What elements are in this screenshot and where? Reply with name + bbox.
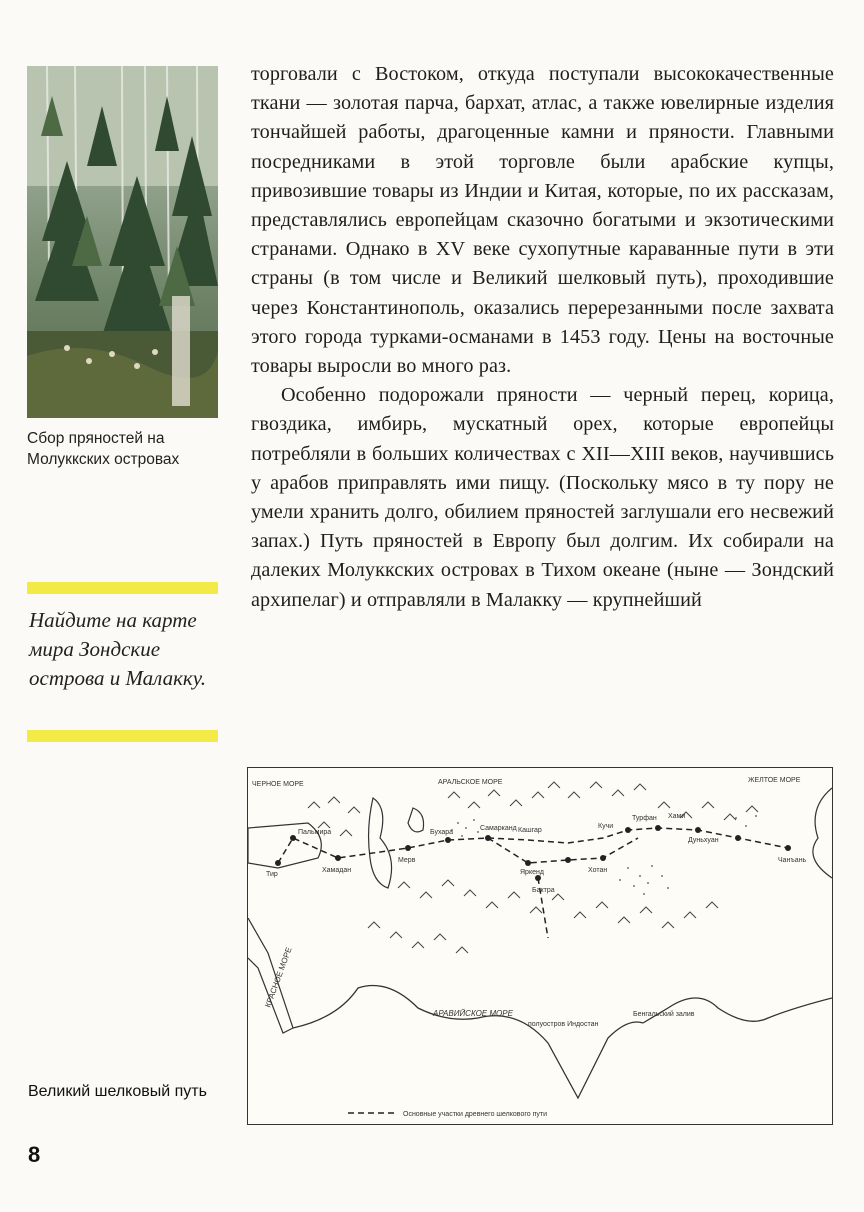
silk-road-map <box>247 767 833 1125</box>
map-label-arabian-sea: АРАВИЙСКОЕ МОРЕ <box>433 1009 513 1018</box>
highlight-bar-top <box>27 582 218 594</box>
city-label: Яркенд <box>520 869 544 876</box>
paragraph-2: Особенно подорожали пряности — черный перец, корица, гвоздика, имбирь, мускатный орех, которые европейцы потребляли в больших количествах с XII—XIII веков, научившись у арабов приправлять ими пищу. (Поскольку мясо в ту пору не умели хранить долго, обилием пряностей заглушали его несвежий запах.) Путь пряностей в Европу был долгим. Их собирали на далеких Молуккских островах в Тихом океане (ныне — Зондский архипелаг) и отправляли в Малакку — крупнейший <box>251 384 834 611</box>
highlight-bar-bottom <box>27 730 218 742</box>
city-label: Кучи <box>598 823 614 830</box>
illustration-caption: Сбор пряностей на Молуккских островах <box>27 430 180 468</box>
map-legend-text: Основные участки древнего шелкового пути <box>403 1111 547 1118</box>
city-label: Кашгар <box>518 827 542 834</box>
city-label: Мерв <box>398 857 416 864</box>
map-label-aral-sea: АРАЛЬСКОЕ МОРЕ <box>438 779 503 786</box>
city-label: Хами <box>668 813 686 820</box>
map-label-bay-of-bengal: Бенгальский залив <box>633 1011 695 1018</box>
city-label: Пальмира <box>298 829 332 836</box>
paragraph-1: торговали с Востоком, откуда поступали высококачественные ткани — золотая парча, бархат, атлас, а также ювелирные изделия тончайшей работы, драгоценные камни и пряности. Главными посредниками в этой торговле были арабские купцы, привозившие товары из Индии и Китая, которые, по их рассказам, представлялись европейцам сказочно богатыми и экзотическими странами. Однако в XV веке сухопутные караванные пути в эти страны (в том числе и Великий шелковый путь), проходившие через Константинополь, оказались перерезанными после захвата этого города турками-османами в 1453 году. Цены на восточные товары выросли во много раз. <box>251 63 834 378</box>
city-label: Бактра <box>532 887 555 894</box>
city-label: Чанъань <box>778 857 807 864</box>
spice-harvest-illustration <box>27 66 218 418</box>
map-label-yellow-sea: ЖЕЛТОЕ МОРЕ <box>748 777 801 784</box>
city-label: Бухара <box>430 829 454 836</box>
city-label: Хотан <box>588 867 608 874</box>
city-label: Дуньхуан <box>688 837 719 844</box>
page-number: 8 <box>28 1142 41 1167</box>
map-label-red-sea: КРАСНОЕ МОРЕ <box>263 945 294 1009</box>
task-question: Найдите на карте мира Зондские острова и Малакку. <box>29 608 206 690</box>
map-label-black-sea: ЧЕРНОЕ МОРЕ <box>252 781 304 788</box>
forest-painting-image <box>27 66 218 418</box>
main-text <box>251 60 834 615</box>
city-label: Хамадан <box>322 867 352 874</box>
city-label: Турфан <box>632 815 657 822</box>
map-caption: Великий шелковый путь <box>28 1083 207 1100</box>
city-label: Самарканд <box>480 825 517 832</box>
map-label-peninsula: полуостров Индостан <box>528 1021 599 1028</box>
city-label: Тир <box>266 871 278 878</box>
